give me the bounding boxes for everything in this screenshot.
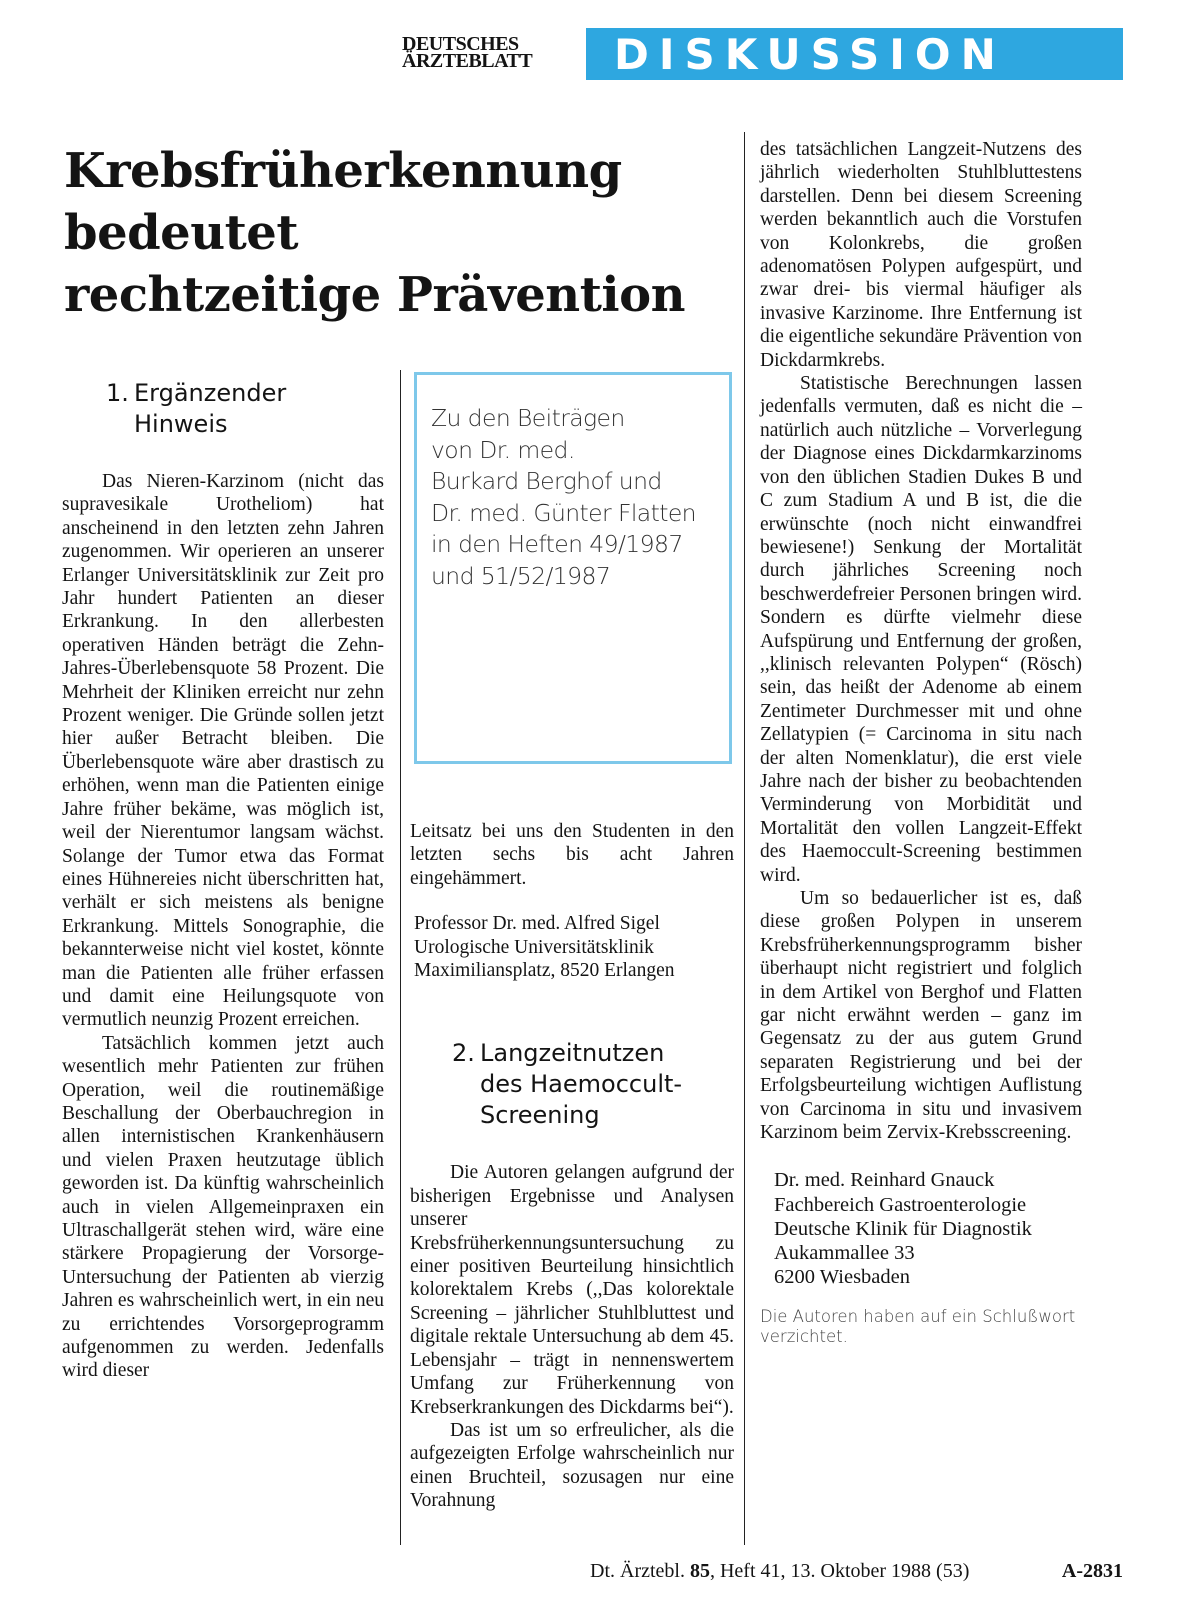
column-right <box>760 138 1082 1347</box>
info-box <box>414 372 732 764</box>
info-box-text <box>431 403 723 592</box>
footer-page-number: A-2831 <box>1061 1560 1123 1582</box>
part2-signature-line-1: Dr. med. Reinhard Gnauck <box>774 1169 995 1192</box>
part1-paragraph-3: Leitsatz bei uns den Studenten in den letzten sechs bis acht Jahren eingehämmert. <box>410 821 734 889</box>
footer-journal: Dt. Ärztebl. <box>590 1560 685 1582</box>
part1-paragraph-1: Das Nieren-Karzinom (nicht das supravesikale Urotheliom) hat anscheinend in den letzten zehn Jahren zugenommen. Wir operieren an unserer Erlanger Universitätsklinik zur Zeit pro Jahr hundert Patienten an dieser Erkrankung. In den allerbesten operativen Händen beträgt die Zehn-Jahres-Überlebensquote 58 Prozent. Die Mehrheit der Kliniken erreicht nur zehn Prozent weniger. Die Gründe sollen jetzt hier außer Betracht bleiben. Die Überlebensquote wäre aber drastisch zu erhöhen, wenn man die Patienten einige Jahre früher bekäme, was möglich ist, weil der Nierentumor langsam wächst. Solange der Tumor etwa das Format eines Hühnereies nicht überschritten hat, verhält er sich meistens als benigne Erkrankung. Mittels Sonographie, die bekannterweise nicht viel kostet, könnte man die Patienten alle früher erfassen und damit eine Heilungsquote von vermutlich neunzig Prozent erreichen. <box>62 471 384 1031</box>
part1-signature-line-2: Urologische Universitätsklinik <box>414 936 654 958</box>
part1-signature <box>410 912 734 982</box>
part2-heading-line-3: Screening <box>480 1101 600 1130</box>
part1-signature-line-1: Professor Dr. med. Alfred Sigel <box>414 913 660 935</box>
info-box-line-4: Dr. med. Günter Flatten <box>431 498 696 527</box>
footer-volume: 85 <box>689 1560 710 1582</box>
part2-paragraph-3: des tatsächlichen Langzeit-Nutzens des jährlich wiederholten Stuhlbluttestens darstellen. Denn bei diesem Screening werden bekanntlich auch die Vorstufen von Kolonkrebs, die großen adenomatösen Polypen aufgespürt, und zwar drei- bis viermal häufiger als invasive Karzinome. Ihre Entfernung ist die eigentliche sekundäre Prävention von Dickdarmkrebs. <box>760 139 1082 371</box>
part1-heading-line-2: Hinweis <box>134 410 228 438</box>
part2-paragraph-4: Statistische Berechnungen lassen jedenfalls vermuten, daß es nicht die – natürlich auch nützliche – Vorverlegung der Diagnose eines Dickdarmkarzinoms von den üblichen Stadien Dukes B und C zum Stadium A und B ist, die die erwünschte (noch nicht einwandfrei bewiesene!) Senkung der Mortalität durch jährliches Screening noch beschwerdefreier Personen bringen wird. Sondern es dürfte vielmehr diese Aufspürung und Entfernung der großen, ,,klinisch relevanten Polypen“ (Rösch) sein, das heißt der Adenome ab einem Zentimeter Durchmesser mit und ohne Zellatypien (= Carcinoma in situ nach der alten Nomenklatur), die erst viele Jahre nach der bisher zu beobachtenden Verminderung von Morbidität und Mortalität den vollen Langzeit-Effekt des Haemoccult-Screening bestimmen wird. <box>760 373 1082 886</box>
section-banner <box>586 28 1123 80</box>
logo-line-1: DEUTSCHES <box>402 33 519 55</box>
part2-signature-line-2: Fachbereich Gastroenterologie <box>774 1193 1027 1216</box>
part2-paragraph-1: Die Autoren gelangen aufgrund der bisherigen Ergebnisse und Analysen unserer Krebsfrüherkennungsuntersuchung zu einer positiven Beurteilung hinsichtlich kolorektalem Krebs (,,Das kolorektale Screening – jährlicher Stuhlbluttest und digitale rektale Untersuchung ab dem 45. Lebensjahr – trägt in nennenswertem Umfang zur Früherkennung von Krebserkrankungen des Dickdarms bei“). <box>410 1162 734 1418</box>
part2-heading-number: 2. <box>452 1039 475 1068</box>
info-box-line-5: in den Heften 49/1987 <box>431 530 683 558</box>
headline-line-1: Krebsfrüherkennung <box>64 143 622 199</box>
part2-paragraph-2: Das ist um so erfreulicher, als die aufgezeigten Erfolge wahrscheinlich nur einen Bruchteil, sozusagen nur eine Vorahnung <box>410 1419 734 1512</box>
column-middle <box>410 820 734 1513</box>
info-box-line-6: und 51/52/1987 <box>431 561 611 590</box>
logo-line-2: ÄRZTEBLATT <box>402 50 533 72</box>
part1-heading-line-1: Ergänzender <box>134 379 287 407</box>
part1-paragraph-2: Tatsächlich kommen jetzt auch wesentlich mehr Patienten zur frühen Operation, weil die routinemäßige Beschallung der Oberbauchregion in allen internistischen Krankenhäusern und vielen Praxen heutzutage üblich geworden ist. Da künftig wahrscheinlich auch in vielen Allgemeinpraxen ein Ultraschallgerät stehen wird, wäre eine stärkere Propagierung der Vorsorge-Untersuchung der Patienten ab vierzig Jahren es wahrscheinlich wert, in ein neu zu errichtendes Vorsorgeprogramm aufgenommen zu werden. Jedenfalls wird dieser <box>62 1032 384 1382</box>
headline-line-2: bedeutet <box>64 205 298 261</box>
column-left <box>62 378 384 1383</box>
part1-heading <box>106 378 384 440</box>
editorial-note: Die Autoren haben auf ein Schlußwort verzichtet. <box>760 1307 1076 1347</box>
part2-paragraph-5: Um so bedauerlicher ist es, daß diese großen Polypen in unserem Krebsfrüherkennungsprogramm bisher überhaupt nicht registriert und folglich in dem Artikel von Berghof und Flatten gar nicht erwähnt werden – ganz im Gegensatz zu der aus gutem Grund separaten Registrierung und bei der Erfolgsbeurteilung wichtigen Auflistung von Carcinoma in situ und invasivem Karzinom beim Zervix-Krebsscreening. <box>760 888 1082 1144</box>
part2-signature <box>760 1168 1082 1289</box>
info-box-line-2: von Dr. med. <box>431 435 575 464</box>
page-footer <box>590 1560 1123 1583</box>
part2-signature-line-4: Aukammallee 33 <box>774 1242 915 1265</box>
part2-heading <box>452 1038 734 1131</box>
part2-heading-line-1: Langzeitnutzen <box>480 1039 665 1068</box>
part1-heading-number: 1. <box>106 379 129 407</box>
info-box-line-3: Burkard Berghof und <box>431 467 662 495</box>
info-box-line-1: Zu den Beiträgen <box>431 404 625 432</box>
footer-issue-date: , Heft 41, 13. Oktober 1988 (53) <box>709 1560 970 1582</box>
masthead-logo <box>402 33 574 72</box>
column-divider-1 <box>400 370 401 1545</box>
column-divider-2 <box>744 132 745 1545</box>
headline-line-3: rechtzeitige Prävention <box>64 267 686 323</box>
section-label: DISKUSSION <box>614 30 1006 79</box>
part2-heading-line-2: des Haemoccult- <box>480 1070 683 1099</box>
article-headline <box>64 140 744 326</box>
part1-signature-line-3: Maximiliansplatz, 8520 Erlangen <box>414 960 675 982</box>
part2-signature-line-3: Deutsche Klinik für Diagnostik <box>774 1217 1032 1240</box>
part2-signature-line-5: 6200 Wiesbaden <box>774 1266 911 1289</box>
